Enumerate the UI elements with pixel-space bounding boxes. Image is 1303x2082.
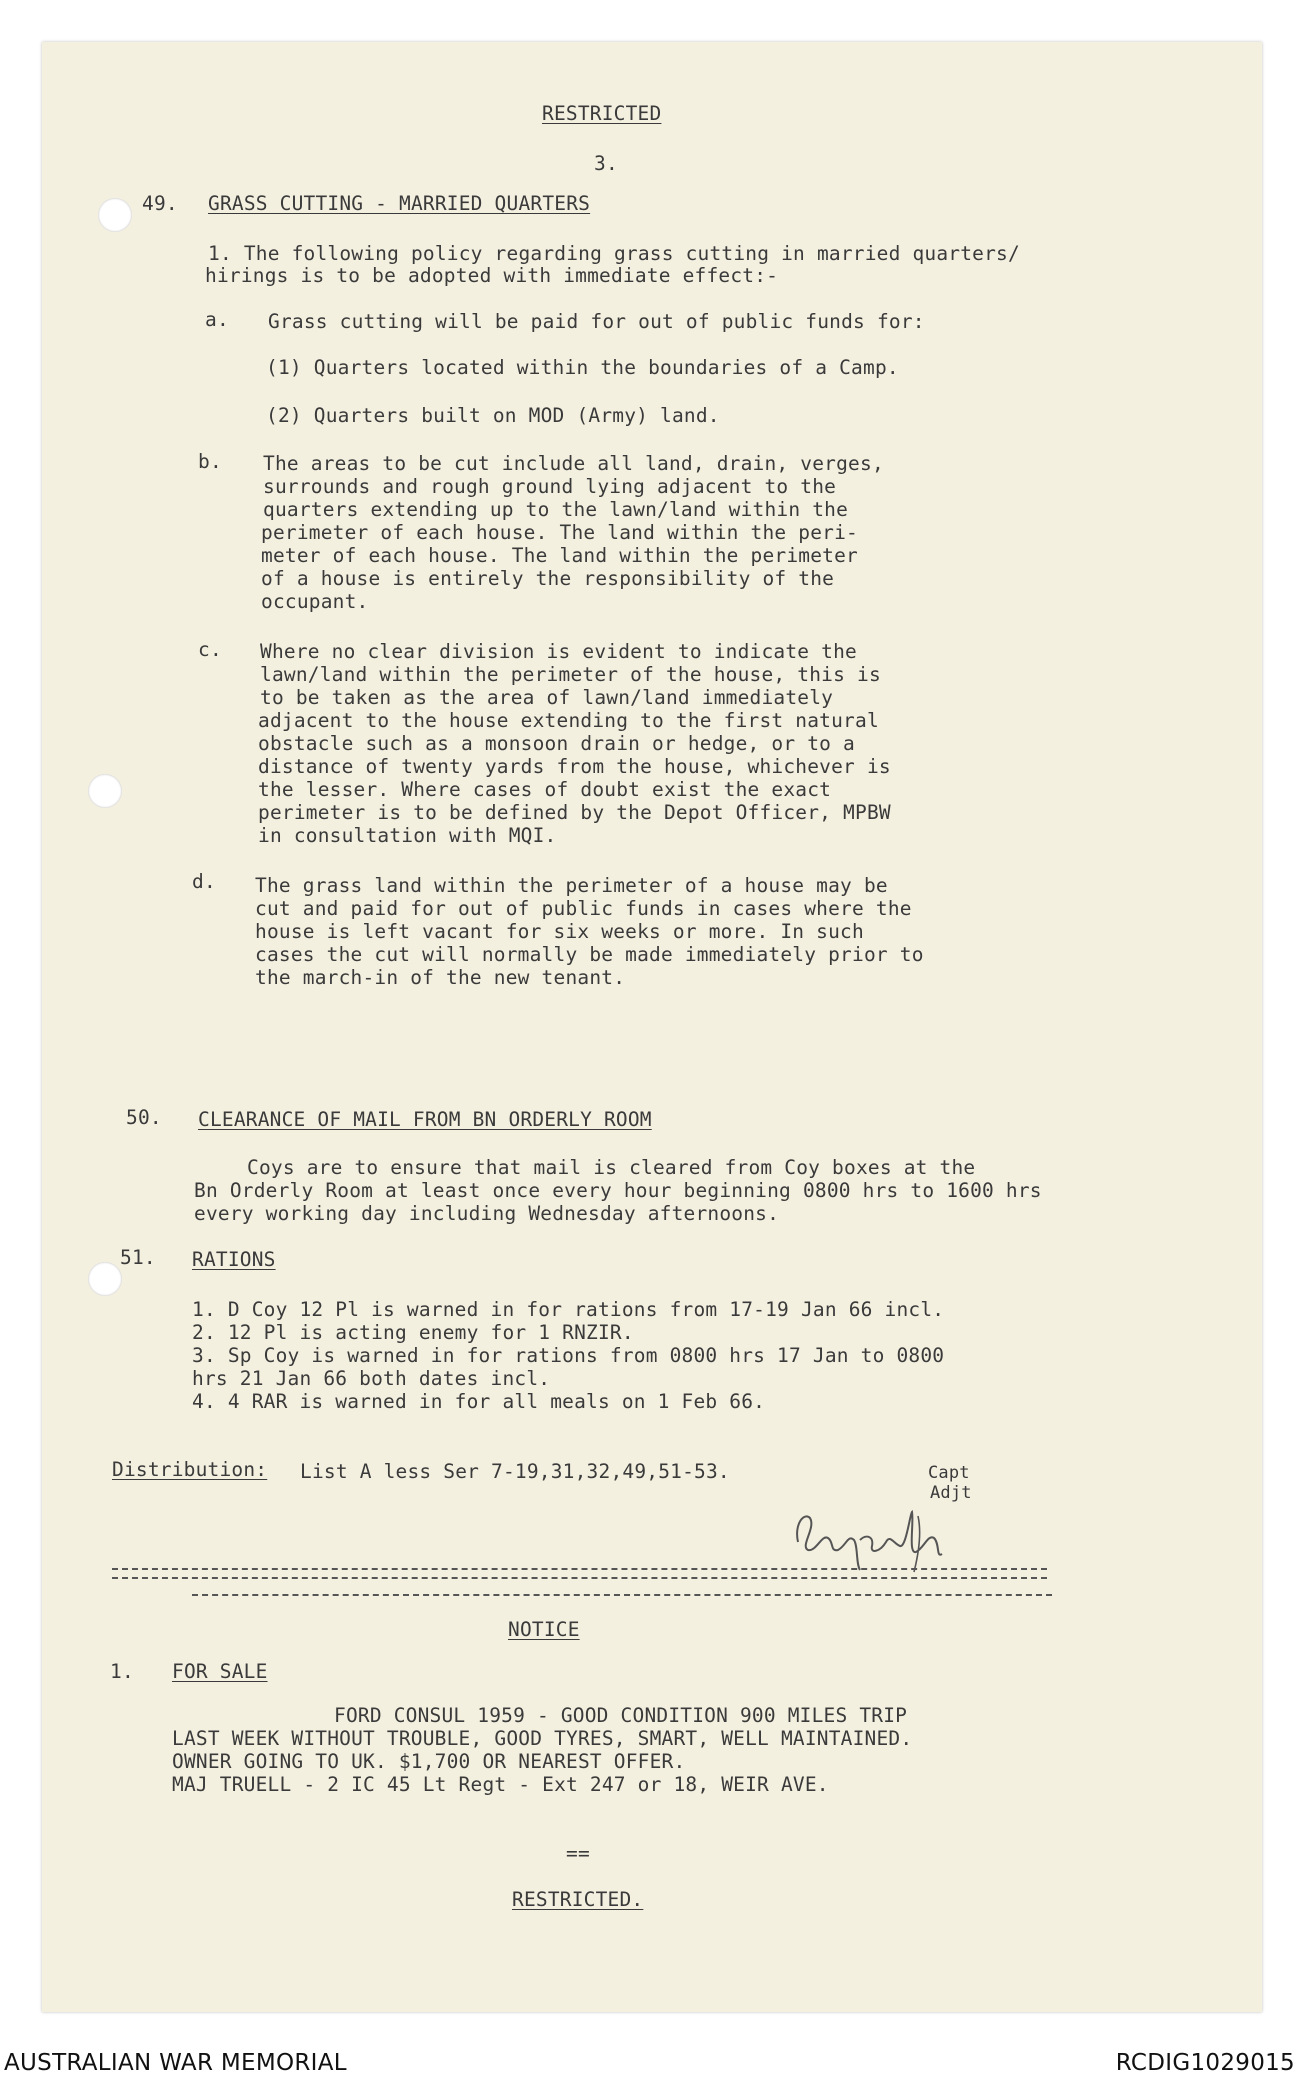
page-number: 3. [594, 152, 618, 175]
para-c-line: in consultation with MQI. [258, 824, 557, 847]
para-c-label: c. [198, 638, 222, 661]
distribution-list: List A less Ser 7-19,31,32,49,51-53. [300, 1460, 730, 1483]
para-a-label: a. [205, 308, 229, 331]
para-c-line: obstacle such as a monsoon drain or hedge, or to a [258, 732, 855, 755]
end-mark: == [566, 1842, 590, 1865]
notice-line: LAST WEEK WITHOUT TROUBLE, GOOD TYRES, SMART, WELL MAINTAINED. [172, 1727, 913, 1750]
section-49-heading: GRASS CUTTING - MARRIED QUARTERS [208, 192, 591, 215]
document-page [42, 42, 1262, 2012]
separator-rule [192, 1594, 1052, 1596]
section-51-line: 2. 12 Pl is acting enemy for 1 RNZIR. [192, 1321, 634, 1344]
section-50-line: every working day including Wednesday afternoons. [194, 1202, 780, 1225]
para-d-line: house is left vacant for six weeks or more. In such [255, 920, 864, 943]
punch-hole-top [98, 198, 132, 232]
para-c-line: distance of twenty yards from the house, whichever is [258, 755, 891, 778]
distribution-label: Distribution: [112, 1458, 268, 1481]
classification-header: RESTRICTED [542, 102, 662, 125]
notice-item-heading: FOR SALE [172, 1660, 268, 1683]
notice-line: OWNER GOING TO UK. $1,700 OR NEAREST OFFER. [172, 1750, 686, 1773]
section-49-number: 49. [142, 192, 178, 215]
signature [790, 1494, 960, 1574]
separator-rule [112, 1568, 1047, 1579]
section-49-intro-line-1: 1. The following policy regarding grass cutting in married quarters/ [208, 242, 1020, 265]
para-b-line: perimeter of each house. The land within the peri- [261, 521, 858, 544]
para-c-line: lawn/land within the perimeter of the house, this is [260, 663, 881, 686]
notice-heading: NOTICE [508, 1618, 580, 1641]
para-c-line: perimeter is to be defined by the Depot Officer, MPBW [258, 801, 891, 824]
section-51-line: 1. D Coy 12 Pl is warned in for rations from 17-19 Jan 66 incl. [192, 1298, 945, 1321]
section-51-number: 51. [120, 1246, 156, 1269]
section-51-line: 4. 4 RAR is warned in for all meals on 1 Feb 66. [192, 1390, 766, 1413]
notice-item-number: 1. [110, 1660, 134, 1683]
section-49-intro-line-2: hirings is to be adopted with immediate effect:- [205, 264, 779, 287]
punch-hole-middle [88, 774, 122, 808]
para-b-label: b. [198, 450, 222, 473]
section-51-heading: RATIONS [192, 1248, 276, 1271]
archive-reference: RCDIG1029015 [1115, 2050, 1295, 2076]
punch-hole-bottom [88, 1262, 122, 1296]
para-b-line: The areas to be cut include all land, drain, verges, [263, 452, 884, 475]
section-51-line: hrs 21 Jan 66 both dates incl. [192, 1367, 551, 1390]
section-50-line: Bn Orderly Room at least once every hour beginning 0800 hrs to 1600 hrs [194, 1179, 1042, 1202]
signatory-role: Adjt [930, 1483, 972, 1503]
para-d-line: cut and paid for out of public funds in cases where the [255, 897, 912, 920]
para-b-line: quarters extending up to the lawn/land within the [263, 498, 849, 521]
section-51-line: 3. Sp Coy is warned in for rations from 0800 hrs 17 Jan to 0800 [192, 1344, 945, 1367]
para-a-item-1: (1) Quarters located within the boundaries of a Camp. [266, 356, 899, 379]
para-d-line: the march-in of the new tenant. [255, 966, 626, 989]
section-50-line: Coys are to ensure that mail is cleared from Coy boxes at the [247, 1156, 976, 1179]
para-c-line: the lesser. Where cases of doubt exist the exact [258, 778, 832, 801]
para-a-item-2: (2) Quarters built on MOD (Army) land. [266, 404, 720, 427]
para-d-line: cases the cut will normally be made immediately prior to [255, 943, 924, 966]
para-b-line: meter of each house. The land within the perimeter [261, 544, 858, 567]
para-a-text: Grass cutting will be paid for out of public funds for: [268, 310, 925, 333]
notice-line: FORD CONSUL 1959 - GOOD CONDITION 900 MILES TRIP [334, 1704, 908, 1727]
section-50-heading: CLEARANCE OF MAIL FROM BN ORDERLY ROOM [198, 1108, 652, 1131]
section-50-number: 50. [126, 1106, 162, 1129]
para-d-line: The grass land within the perimeter of a house may be [255, 874, 888, 897]
para-b-line: occupant. [261, 590, 369, 613]
notice-line: MAJ TRUELL - 2 IC 45 Lt Regt - Ext 247 or 18, WEIR AVE. [172, 1773, 829, 1796]
para-c-line: to be taken as the area of lawn/land immediately [260, 686, 834, 709]
para-c-line: Where no clear division is evident to indicate the [260, 640, 857, 663]
para-d-label: d. [192, 870, 216, 893]
archive-credit: AUSTRALIAN WAR MEMORIAL [4, 2050, 347, 2076]
signatory-rank: Capt [928, 1463, 970, 1483]
para-b-line: surrounds and rough ground lying adjacent to the [263, 475, 837, 498]
para-c-line: adjacent to the house extending to the first natural [258, 709, 879, 732]
para-b-line: of a house is entirely the responsibility of the [261, 567, 835, 590]
classification-footer: RESTRICTED. [512, 1888, 644, 1911]
